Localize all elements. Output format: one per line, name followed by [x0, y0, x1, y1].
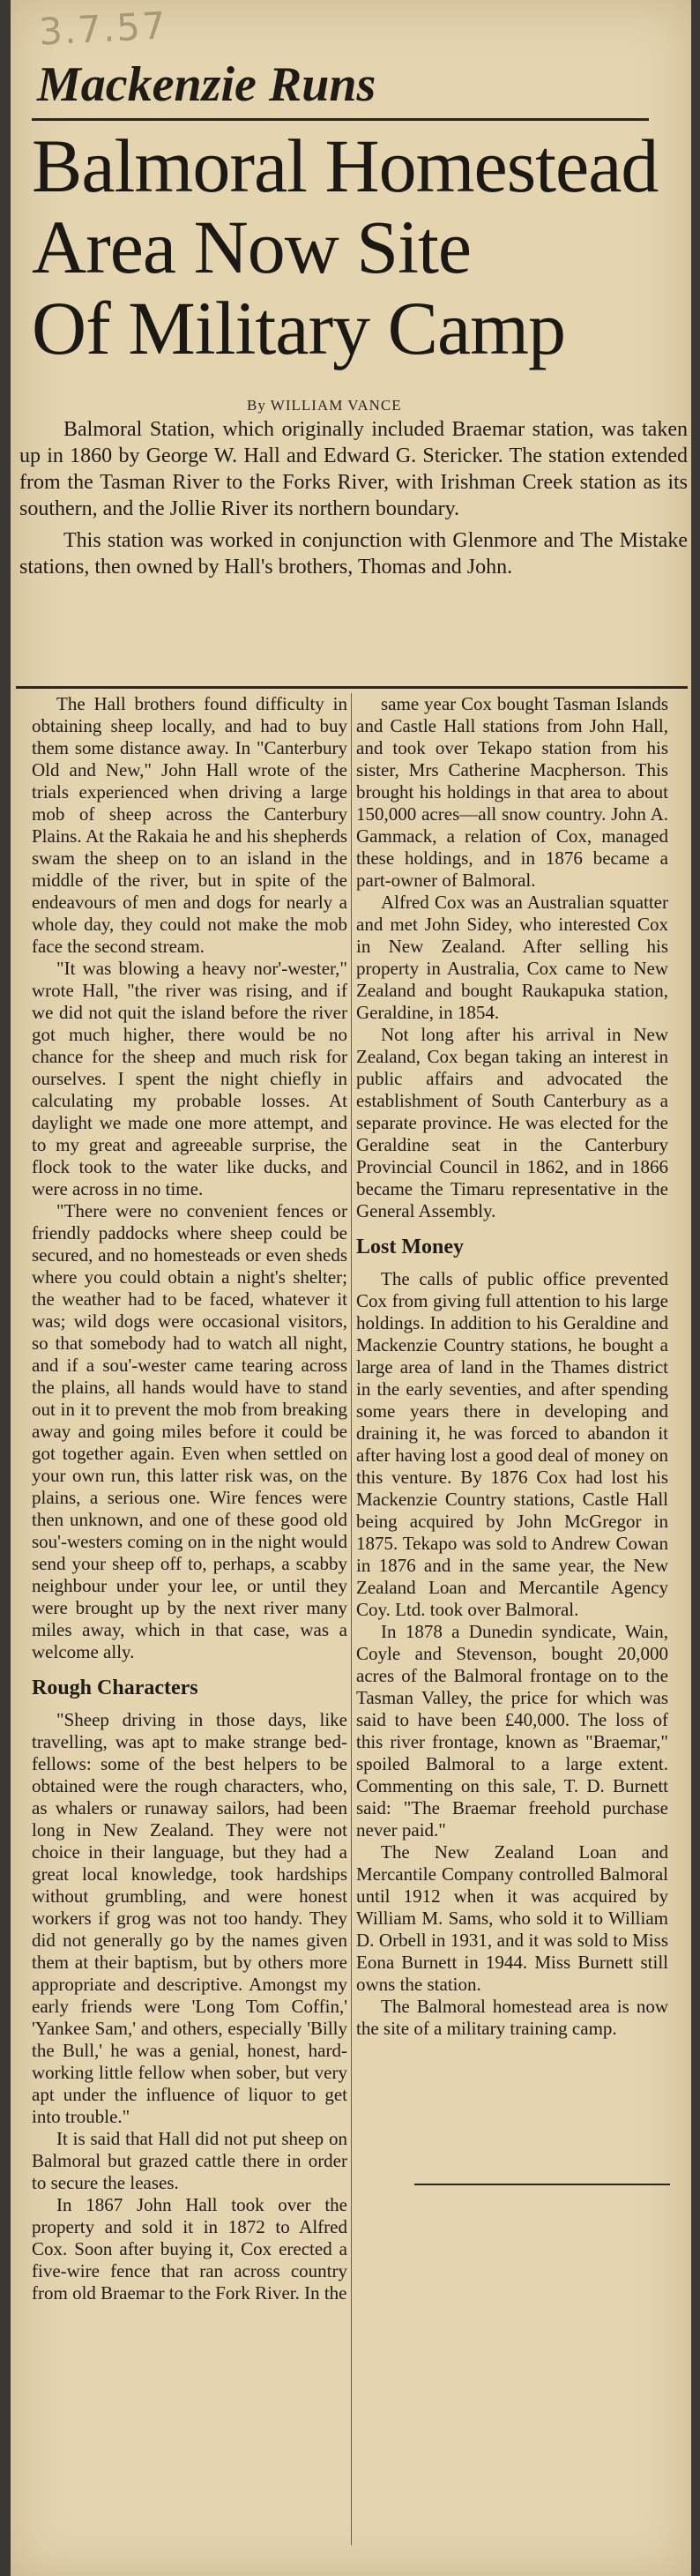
end-rule [414, 2184, 670, 2185]
article-paragraph: The calls of public office prevented Cox from giving full attention to his large holdings. In addition to his Geraldine and Mackenzie Country stations, he bought a large area of land in the Thames district in the early seventies, and after spending some years there in developing and draining it, he was forced to abandon it after having lost a good deal of money on this venture. By 1876 Cox had lost his Mackenzie Country stations, Castle Hall being acquired by John McGregor in 1875. Tekapo was sold to Andrew Cowan in 1876 and in the same year, the New Zealand Loan and Mercantile Agency Coy. Ltd. took over Balmoral. [356, 1268, 668, 1620]
kicker-rule [32, 118, 649, 121]
subheading: Lost Money [356, 1236, 464, 1258]
kicker: Mackenzie Runs [37, 57, 376, 112]
article-paragraph: In 1867 John Hall took over the property and sold it in 1872 to Alfred Cox. Soon after buying it, Cox erected a five-wire fence that ran across country from old Braemar to the Fork River. In the [32, 2194, 347, 2303]
article-paragraph: Not long after his arrival in New Zealand, Cox began taking an interest in public affairs and advocated the establishment of South Canterbury as a separate province. He was elected for the Geraldine seat in the Canterbury Provincial Council in 1862, and in 1866 became the Timaru representative in the General Assembly. [356, 1024, 668, 1221]
article-paragraph: Alfred Cox was an Australian squatter and met John Sidey, who interested Cox in New Zealand. After selling his property in Australia, Cox came to New Zealand and bought Raukapuka station, Geraldine, in 1854. [356, 892, 668, 1023]
column-divider [351, 693, 352, 2545]
headline-line: Of Military Camp [32, 286, 566, 370]
article-paragraph: The Hall brothers found difficulty in obtaining sheep locally, and had to buy them some distance away. In "Canterbury Old and New," John Hall wrote of the trials experienced when driving a large mob of sheep across the Canterbury Plains. At the Rakaia he and his shepherds swam the sheep on to an island in the middle of the river, but in spite of the endeavours of men and dogs for nearly a whole day, they could not make the mob face the second stream. [32, 693, 347, 957]
subheading: Rough Characters [32, 1676, 198, 1699]
article-paragraph: The Balmoral homestead area is now the site of a military training camp. [356, 1996, 668, 2039]
article-paragraph: In 1878 a Dunedin syndicate, Wain, Coyle and Stevenson, bought 20,000 acres of the Balmoral frontage on to the Tasman Valley, the price for which was said to have been £40,000. The loss of this river frontage, known as "Braemar," spoiled Balmoral to a large extent. Commenting on this sale, T. D. Burnett said: "The Braemar freehold purchase never paid." [356, 1621, 668, 1841]
column-top-rule [16, 686, 688, 689]
right-column [356, 693, 668, 2192]
lede [19, 416, 688, 586]
article-paragraph: "There were no convenient fences or friendly paddocks where sheep could be secured, and no homesteads or even sheds where you could obtain a night's shelter; the weather had to be faced, whatever it was; wild dogs were occasional visitors, so that somebody had to watch all night, and if a sou'-wester came tearing across the plains, all hands would have to stand out in it to prevent the mob from breaking away and going miles before it could be got together again. Even when settled on your own run, this latter risk was, on the plains, a serious one. Wire fences were then unknown, and one of these good old sou'-westers coming on in the night would send your sheep off to, perhaps, a scabby neighbour under your lee, or until they were brought up by the next river many miles away, which in that case, was a welcome ally. [32, 1200, 347, 1662]
article-paragraph: It is said that Hall did not put sheep on Balmoral but grazed cattle there in order to secure the leases. [32, 2128, 347, 2193]
article-paragraph: The New Zealand Loan and Mercantile Company controlled Balmoral until 1912 when it was acquired by William M. Sams, who sold it to William D. Orbell in 1931, and it was sold to Miss Eona Burnett in 1944. Miss Burnett still owns the station. [356, 1841, 668, 1995]
handwritten-date: 3.7.57 [37, 4, 168, 54]
headline-line: Balmoral Homestead [32, 123, 659, 208]
article-paragraph: "It was blowing a heavy nor'-wester," wrote Hall, "the river was rising, and if we did not quit the island before the river got much higher, there would be no chance for the sheep and much risk for ourselves. I spent the night chiefly in calculating my probable losses. At daylight we made one more attempt, and to my great and agreeable surprise, the flock took to the water like ducks, and were across in no time. [32, 958, 347, 1199]
headline [32, 125, 666, 369]
article-paragraph: same year Cox bought Tasman Islands and Castle Hall stations from John Hall, and took over Tekapo station from his sister, Mrs Catherine Macpherson. This brought his holdings in that area to about 150,000 acres—all snow country. John A. Gammack, a relation of Cox, managed these holdings, and in 1876 became a part-owner of Balmoral. [356, 693, 668, 891]
headline-line: Area Now Site [32, 205, 472, 289]
byline: By WILLIAM VANCE [247, 397, 402, 414]
left-column [32, 693, 347, 2554]
lede-paragraph: This station was worked in conjunction with Glenmore and The Mistake stations, then owned by Hall's brothers, Thomas and John. [19, 529, 688, 579]
article-paragraph: "Sheep driving in those days, like travelling, was apt to make strange bed-fellows: some of the best helpers to be obtained were the rough characters, who, as whalers or runaway sailors, had been long in New Zealand. They were not choice in their language, but they had a great local knowledge, took hardships without grumbling, and were honest workers if grog was not too handy. They did not generally go by the names given them at their baptism, but by others more appropriate and descriptive. Amongst my early friends were 'Long Tom Coffin,' 'Yankee Sam,' and others, especially 'Billy the Bull,' he was a genial, honest, hard-working little fellow when sober, but very apt under the influence of liquor to get into trouble." [32, 1709, 347, 2127]
lede-paragraph: Balmoral Station, which originally included Braemar station, was taken up in 1860 by George W. Hall and Edward G. Stericker. The station extended from the Tasman River to the Forks River, with Irishman Creek station as its southern, and the Jollie River its northern boundary. [19, 418, 688, 520]
